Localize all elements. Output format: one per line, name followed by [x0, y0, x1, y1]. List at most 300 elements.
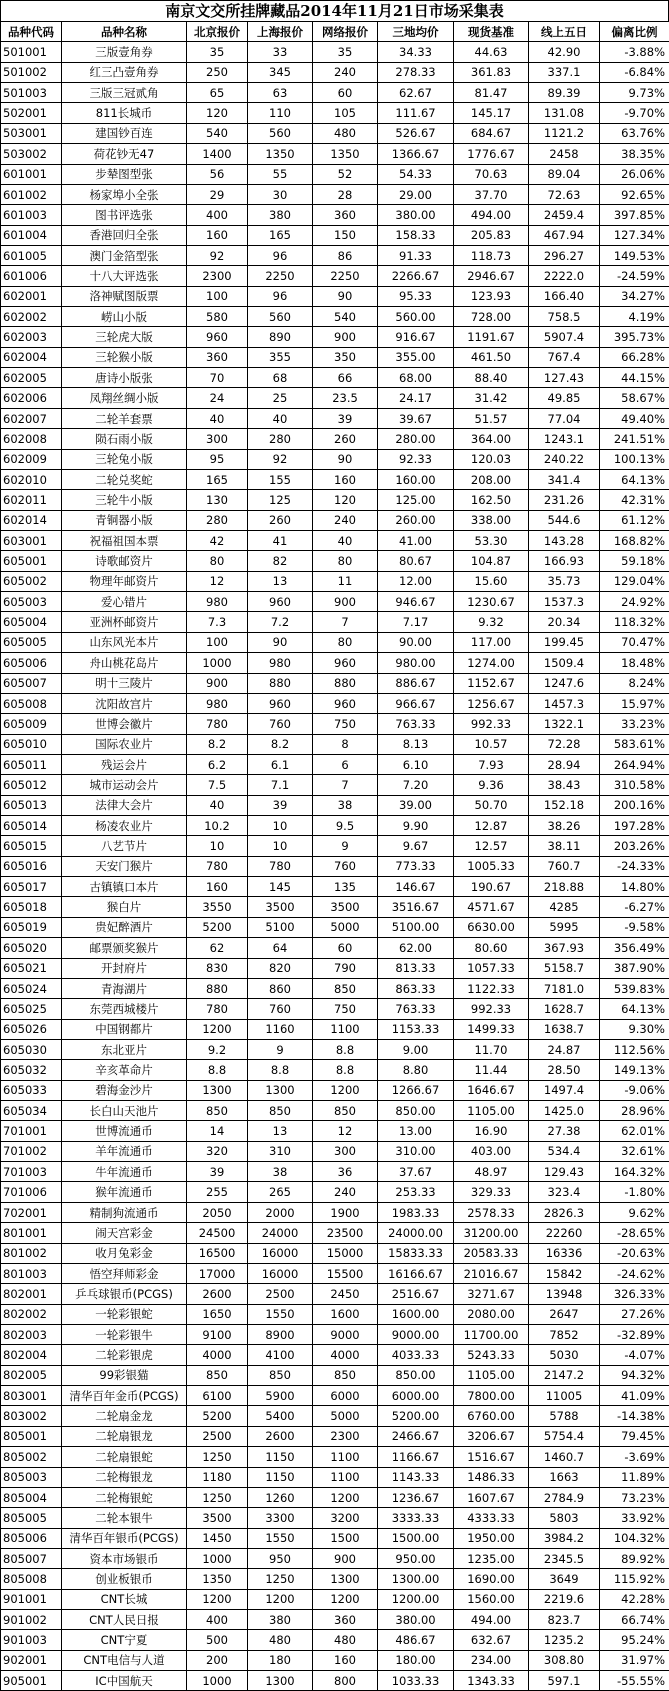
five-day-cell: 1247.6 — [529, 673, 600, 693]
deviation-cell: 14.80% — [600, 877, 669, 897]
spot-benchmark-cell: 329.33 — [454, 1182, 529, 1202]
beijing-price-cell: 3550 — [187, 897, 248, 917]
name-cell: 步辇图型张 — [62, 164, 187, 184]
five-day-cell: 1497.4 — [529, 1080, 600, 1100]
online-price-cell: 850 — [313, 1365, 378, 1385]
beijing-price-cell: 850 — [187, 1101, 248, 1121]
shanghai-price-cell: 950 — [248, 1548, 313, 1568]
average-price-cell: 9.67 — [378, 836, 454, 856]
average-price-cell: 8.80 — [378, 1060, 454, 1080]
code-cell: 802003 — [1, 1325, 62, 1345]
deviation-cell: 264.94% — [600, 754, 669, 774]
name-cell: 舟山桃花岛片 — [62, 653, 187, 673]
shanghai-price-cell: 5400 — [248, 1406, 313, 1426]
five-day-cell: 7852 — [529, 1325, 600, 1345]
average-price-cell: 7.20 — [378, 775, 454, 795]
shanghai-price-cell: 7.2 — [248, 612, 313, 632]
beijing-price-cell: 40 — [187, 795, 248, 815]
name-cell: 青海湖片 — [62, 978, 187, 998]
spot-benchmark-cell: 48.97 — [454, 1162, 529, 1182]
shanghai-price-cell: 33 — [248, 42, 313, 62]
code-cell: 801001 — [1, 1223, 62, 1243]
spot-benchmark-cell: 6760.00 — [454, 1406, 529, 1426]
code-cell: 805001 — [1, 1426, 62, 1446]
code-cell: 805005 — [1, 1508, 62, 1528]
deviation-cell: -24.33% — [600, 856, 669, 876]
five-day-cell: 49.85 — [529, 388, 600, 408]
spot-benchmark-cell: 684.67 — [454, 123, 529, 143]
online-price-cell: 960 — [313, 693, 378, 713]
average-price-cell: 2466.67 — [378, 1426, 454, 1446]
online-price-cell: 360 — [313, 1610, 378, 1630]
name-cell: 二轮扇银蛇 — [62, 1447, 187, 1467]
deviation-cell: 63.76% — [600, 123, 669, 143]
deviation-cell: 9.30% — [600, 1019, 669, 1039]
deviation-cell: 62.01% — [600, 1121, 669, 1141]
average-price-cell: 813.33 — [378, 958, 454, 978]
shanghai-price-cell: 880 — [248, 673, 313, 693]
deviation-cell: 28.96% — [600, 1101, 669, 1121]
average-price-cell: 1600.00 — [378, 1304, 454, 1324]
name-cell: 悟空拜师彩金 — [62, 1263, 187, 1283]
table-row — [1, 490, 669, 510]
name-cell: 亚洲杯邮资片 — [62, 612, 187, 632]
deviation-cell: 26.06% — [600, 164, 669, 184]
table-row — [1, 816, 669, 836]
deviation-cell: 27.26% — [600, 1304, 669, 1324]
name-cell: 明十三陵片 — [62, 673, 187, 693]
code-cell: 801002 — [1, 1243, 62, 1263]
table-row — [1, 1121, 669, 1141]
five-day-cell: 72.28 — [529, 734, 600, 754]
online-price-cell: 9000 — [313, 1325, 378, 1345]
code-cell: 803001 — [1, 1386, 62, 1406]
average-price-cell: 29.00 — [378, 184, 454, 204]
code-cell: 605011 — [1, 754, 62, 774]
deviation-cell: -9.70% — [600, 103, 669, 123]
spot-benchmark-cell: 104.87 — [454, 551, 529, 571]
online-price-cell: 60 — [313, 83, 378, 103]
online-price-cell: 1600 — [313, 1304, 378, 1324]
beijing-price-cell: 130 — [187, 490, 248, 510]
shanghai-price-cell: 1260 — [248, 1487, 313, 1507]
average-price-cell: 380.00 — [378, 1610, 454, 1630]
spot-benchmark-cell: 2946.67 — [454, 266, 529, 286]
code-cell: 605002 — [1, 571, 62, 591]
average-price-cell: 6.10 — [378, 754, 454, 774]
online-price-cell: 39 — [313, 408, 378, 428]
five-day-cell: 240.22 — [529, 449, 600, 469]
code-cell: 701002 — [1, 1141, 62, 1161]
shanghai-price-cell: 980 — [248, 653, 313, 673]
deviation-cell: 15.97% — [600, 693, 669, 713]
code-cell: 605005 — [1, 632, 62, 652]
spot-benchmark-cell: 80.60 — [454, 938, 529, 958]
spot-benchmark-cell: 364.00 — [454, 429, 529, 449]
beijing-price-cell: 780 — [187, 856, 248, 876]
beijing-price-cell: 5200 — [187, 1406, 248, 1426]
shanghai-price-cell: 960 — [248, 592, 313, 612]
price-table — [0, 21, 669, 1691]
deviation-cell: 127.34% — [600, 225, 669, 245]
average-price-cell: 13.00 — [378, 1121, 454, 1141]
name-cell: CNT长城 — [62, 1589, 187, 1609]
online-price-cell: 5000 — [313, 1406, 378, 1426]
deviation-cell: -9.58% — [600, 917, 669, 937]
beijing-price-cell: 165 — [187, 469, 248, 489]
online-price-cell: 750 — [313, 999, 378, 1019]
five-day-cell: 1121.2 — [529, 123, 600, 143]
deviation-cell: -3.69% — [600, 1447, 669, 1467]
spot-benchmark-cell: 44.63 — [454, 42, 529, 62]
name-cell: 天安门猴片 — [62, 856, 187, 876]
online-price-cell: 40 — [313, 530, 378, 550]
header-name: 品种名称 — [62, 22, 187, 42]
average-price-cell: 90.00 — [378, 632, 454, 652]
online-price-cell: 2450 — [313, 1284, 378, 1304]
deviation-cell: 66.74% — [600, 1610, 669, 1630]
shanghai-price-cell: 1550 — [248, 1528, 313, 1548]
online-price-cell: 80 — [313, 632, 378, 652]
shanghai-price-cell: 64 — [248, 938, 313, 958]
five-day-cell: 4285 — [529, 897, 600, 917]
spot-benchmark-cell: 81.47 — [454, 83, 529, 103]
code-cell: 605030 — [1, 1039, 62, 1059]
online-price-cell: 6000 — [313, 1386, 378, 1406]
five-day-cell: 1537.3 — [529, 592, 600, 612]
header-average-price: 三地均价 — [378, 22, 454, 42]
deviation-cell: 9.62% — [600, 1202, 669, 1222]
name-cell: 清华百年银币(PCGS) — [62, 1528, 187, 1548]
online-price-cell: 35 — [313, 42, 378, 62]
deviation-cell: -20.63% — [600, 1243, 669, 1263]
code-cell: 802004 — [1, 1345, 62, 1365]
table-row — [1, 347, 669, 367]
name-cell: 红三凸壹角券 — [62, 62, 187, 82]
name-cell: 邮票颁奖猴片 — [62, 938, 187, 958]
deviation-cell: 92.65% — [600, 184, 669, 204]
name-cell: 二轮羊套票 — [62, 408, 187, 428]
code-cell: 802002 — [1, 1304, 62, 1324]
code-cell: 605014 — [1, 816, 62, 836]
shanghai-price-cell: 9 — [248, 1039, 313, 1059]
name-cell: 长白山天池片 — [62, 1101, 187, 1121]
online-price-cell: 9 — [313, 836, 378, 856]
code-cell: 803002 — [1, 1406, 62, 1426]
online-price-cell: 8 — [313, 734, 378, 754]
table-row — [1, 144, 669, 164]
beijing-price-cell: 2300 — [187, 266, 248, 286]
table-row — [1, 612, 669, 632]
five-day-cell: 22260 — [529, 1223, 600, 1243]
average-price-cell: 41.00 — [378, 530, 454, 550]
table-row — [1, 1630, 669, 1650]
average-price-cell: 39.00 — [378, 795, 454, 815]
online-price-cell: 52 — [313, 164, 378, 184]
name-cell: 三版三冠贰角 — [62, 83, 187, 103]
five-day-cell: 72.63 — [529, 184, 600, 204]
online-price-cell: 5000 — [313, 917, 378, 937]
spot-benchmark-cell: 70.63 — [454, 164, 529, 184]
average-price-cell: 1266.67 — [378, 1080, 454, 1100]
online-price-cell: 260 — [313, 429, 378, 449]
online-price-cell: 9.5 — [313, 816, 378, 836]
table-row — [1, 1447, 669, 1467]
five-day-cell: 534.4 — [529, 1141, 600, 1161]
five-day-cell: 296.27 — [529, 245, 600, 265]
five-day-cell: 2784.9 — [529, 1487, 600, 1507]
deviation-cell: 66.28% — [600, 347, 669, 367]
average-price-cell: 3516.67 — [378, 897, 454, 917]
spot-benchmark-cell: 21016.67 — [454, 1263, 529, 1283]
code-cell: 605006 — [1, 653, 62, 673]
beijing-price-cell: 24 — [187, 388, 248, 408]
beijing-price-cell: 70 — [187, 368, 248, 388]
code-cell: 605012 — [1, 775, 62, 795]
code-cell: 805008 — [1, 1569, 62, 1589]
five-day-cell: 152.18 — [529, 795, 600, 815]
header-online-price: 网络报价 — [313, 22, 378, 42]
deviation-cell: 387.90% — [600, 958, 669, 978]
average-price-cell: 763.33 — [378, 714, 454, 734]
shanghai-price-cell: 560 — [248, 123, 313, 143]
table-row — [1, 286, 669, 306]
shanghai-price-cell: 1200 — [248, 1589, 313, 1609]
table-row — [1, 469, 669, 489]
name-cell: 一轮彩银牛 — [62, 1325, 187, 1345]
spot-benchmark-cell: 1499.33 — [454, 1019, 529, 1039]
shanghai-price-cell: 125 — [248, 490, 313, 510]
online-price-cell: 1200 — [313, 1080, 378, 1100]
deviation-cell: 38.35% — [600, 144, 669, 164]
table-row — [1, 184, 669, 204]
deviation-cell: 61.12% — [600, 510, 669, 530]
average-price-cell: 560.00 — [378, 307, 454, 327]
table-row — [1, 510, 669, 530]
shanghai-price-cell: 850 — [248, 1101, 313, 1121]
code-cell: 605019 — [1, 917, 62, 937]
average-price-cell: 1153.33 — [378, 1019, 454, 1039]
name-cell: 图书评选张 — [62, 205, 187, 225]
name-cell: 建国钞百连 — [62, 123, 187, 143]
online-price-cell: 12 — [313, 1121, 378, 1141]
spot-benchmark-cell: 7.93 — [454, 754, 529, 774]
name-cell: 东莞西城楼片 — [62, 999, 187, 1019]
code-cell: 701006 — [1, 1182, 62, 1202]
name-cell: 二轮梅银蛇 — [62, 1487, 187, 1507]
name-cell: 法律大会片 — [62, 795, 187, 815]
average-price-cell: 850.00 — [378, 1101, 454, 1121]
average-price-cell: 1033.33 — [378, 1671, 454, 1691]
beijing-price-cell: 880 — [187, 978, 248, 998]
beijing-price-cell: 200 — [187, 1650, 248, 1670]
table-row — [1, 754, 669, 774]
beijing-price-cell: 960 — [187, 327, 248, 347]
name-cell: 收月兔彩金 — [62, 1243, 187, 1263]
average-price-cell: 146.67 — [378, 877, 454, 897]
average-price-cell: 1500.00 — [378, 1528, 454, 1548]
shanghai-price-cell: 24000 — [248, 1223, 313, 1243]
beijing-price-cell: 10 — [187, 836, 248, 856]
spot-benchmark-cell: 1122.33 — [454, 978, 529, 998]
shanghai-price-cell: 96 — [248, 286, 313, 306]
five-day-cell: 760.7 — [529, 856, 600, 876]
shanghai-price-cell: 2500 — [248, 1284, 313, 1304]
beijing-price-cell: 1300 — [187, 1080, 248, 1100]
name-cell: 物理年邮资片 — [62, 571, 187, 591]
shanghai-price-cell: 345 — [248, 62, 313, 82]
name-cell: CNT宁夏 — [62, 1630, 187, 1650]
deviation-cell: 203.26% — [600, 836, 669, 856]
online-price-cell: 11 — [313, 571, 378, 591]
table-row — [1, 571, 669, 591]
five-day-cell: 231.26 — [529, 490, 600, 510]
table-row — [1, 551, 669, 571]
five-day-cell: 337.1 — [529, 62, 600, 82]
beijing-price-cell: 400 — [187, 1610, 248, 1630]
shanghai-price-cell: 2250 — [248, 266, 313, 286]
beijing-price-cell: 980 — [187, 693, 248, 713]
spot-benchmark-cell: 403.00 — [454, 1141, 529, 1161]
deviation-cell: 44.15% — [600, 368, 669, 388]
table-body — [1, 42, 669, 1691]
table-row — [1, 1101, 669, 1121]
average-price-cell: 92.33 — [378, 449, 454, 469]
five-day-cell: 1235.2 — [529, 1630, 600, 1650]
name-cell: 三轮牛小版 — [62, 490, 187, 510]
five-day-cell: 1628.7 — [529, 999, 600, 1019]
average-price-cell: 966.67 — [378, 693, 454, 713]
name-cell: 碧海金沙片 — [62, 1080, 187, 1100]
table-row — [1, 245, 669, 265]
spot-benchmark-cell: 1343.33 — [454, 1671, 529, 1691]
spot-benchmark-cell: 123.93 — [454, 286, 529, 306]
name-cell: 猴白片 — [62, 897, 187, 917]
name-cell: 二轮梅银龙 — [62, 1467, 187, 1487]
beijing-price-cell: 1200 — [187, 1589, 248, 1609]
spot-benchmark-cell: 4333.33 — [454, 1508, 529, 1528]
table-row — [1, 83, 669, 103]
average-price-cell: 12.00 — [378, 571, 454, 591]
average-price-cell: 8.13 — [378, 734, 454, 754]
online-price-cell: 120 — [313, 490, 378, 510]
spot-benchmark-cell: 53.30 — [454, 530, 529, 550]
average-price-cell: 24.17 — [378, 388, 454, 408]
table-row — [1, 429, 669, 449]
beijing-price-cell: 6.2 — [187, 754, 248, 774]
five-day-cell: 24.87 — [529, 1039, 600, 1059]
deviation-cell: 115.92% — [600, 1569, 669, 1589]
spot-benchmark-cell: 11.44 — [454, 1060, 529, 1080]
deviation-cell: -6.84% — [600, 62, 669, 82]
header-online-five-day: 线上五日 — [529, 22, 600, 42]
code-cell: 602002 — [1, 307, 62, 327]
deviation-cell: 58.67% — [600, 388, 669, 408]
average-price-cell: 526.67 — [378, 123, 454, 143]
online-price-cell: 60 — [313, 938, 378, 958]
shanghai-price-cell: 3500 — [248, 897, 313, 917]
spot-benchmark-cell: 1690.00 — [454, 1569, 529, 1589]
average-price-cell: 62.67 — [378, 83, 454, 103]
name-cell: 青铜器小版 — [62, 510, 187, 530]
average-price-cell: 16166.67 — [378, 1263, 454, 1283]
beijing-price-cell: 1250 — [187, 1447, 248, 1467]
spot-benchmark-cell: 16.90 — [454, 1121, 529, 1141]
code-cell: 605010 — [1, 734, 62, 754]
shanghai-price-cell: 155 — [248, 469, 313, 489]
spot-benchmark-cell: 1057.33 — [454, 958, 529, 978]
shanghai-price-cell: 110 — [248, 103, 313, 123]
table-row — [1, 408, 669, 428]
five-day-cell: 1457.3 — [529, 693, 600, 713]
average-price-cell: 1166.67 — [378, 1447, 454, 1467]
shanghai-price-cell: 7.1 — [248, 775, 313, 795]
online-price-cell: 36 — [313, 1162, 378, 1182]
five-day-cell: 1460.7 — [529, 1447, 600, 1467]
deviation-cell: 197.28% — [600, 816, 669, 836]
five-day-cell: 199.45 — [529, 632, 600, 652]
spot-benchmark-cell: 1646.67 — [454, 1080, 529, 1100]
deviation-cell: 33.23% — [600, 714, 669, 734]
five-day-cell: 5788 — [529, 1406, 600, 1426]
shanghai-price-cell: 4100 — [248, 1345, 313, 1365]
code-cell: 901002 — [1, 1610, 62, 1630]
code-cell: 605034 — [1, 1101, 62, 1121]
online-price-cell: 105 — [313, 103, 378, 123]
table-row — [1, 1223, 669, 1243]
online-price-cell: 160 — [313, 1650, 378, 1670]
average-price-cell: 39.67 — [378, 408, 454, 428]
beijing-price-cell: 80 — [187, 551, 248, 571]
code-cell: 601002 — [1, 184, 62, 204]
shanghai-price-cell: 165 — [248, 225, 313, 245]
shanghai-price-cell: 16000 — [248, 1243, 313, 1263]
average-price-cell: 5100.00 — [378, 917, 454, 937]
five-day-cell: 758.5 — [529, 307, 600, 327]
spot-benchmark-cell: 50.70 — [454, 795, 529, 815]
deviation-cell: 241.51% — [600, 429, 669, 449]
shanghai-price-cell: 820 — [248, 958, 313, 978]
table-row — [1, 1304, 669, 1324]
code-cell: 701001 — [1, 1121, 62, 1141]
deviation-cell: 64.13% — [600, 999, 669, 1019]
beijing-price-cell: 360 — [187, 347, 248, 367]
average-price-cell: 3333.33 — [378, 1508, 454, 1528]
online-price-cell: 3200 — [313, 1508, 378, 1528]
five-day-cell: 13948 — [529, 1284, 600, 1304]
shanghai-price-cell: 10 — [248, 816, 313, 836]
beijing-price-cell: 56 — [187, 164, 248, 184]
spot-benchmark-cell: 1152.67 — [454, 673, 529, 693]
beijing-price-cell: 2600 — [187, 1284, 248, 1304]
five-day-cell: 597.1 — [529, 1671, 600, 1691]
deviation-cell: 8.24% — [600, 673, 669, 693]
deviation-cell: 4.19% — [600, 307, 669, 327]
code-cell: 605004 — [1, 612, 62, 632]
average-price-cell: 950.00 — [378, 1548, 454, 1568]
spot-benchmark-cell: 15.60 — [454, 571, 529, 591]
name-cell: 辛亥革命片 — [62, 1060, 187, 1080]
code-cell: 601004 — [1, 225, 62, 245]
beijing-price-cell: 1000 — [187, 653, 248, 673]
deviation-cell: 100.13% — [600, 449, 669, 469]
spot-benchmark-cell: 6630.00 — [454, 917, 529, 937]
average-price-cell: 95.33 — [378, 286, 454, 306]
name-cell: 世博流通币 — [62, 1121, 187, 1141]
beijing-price-cell: 980 — [187, 592, 248, 612]
name-cell: 八艺节片 — [62, 836, 187, 856]
code-cell: 801003 — [1, 1263, 62, 1283]
